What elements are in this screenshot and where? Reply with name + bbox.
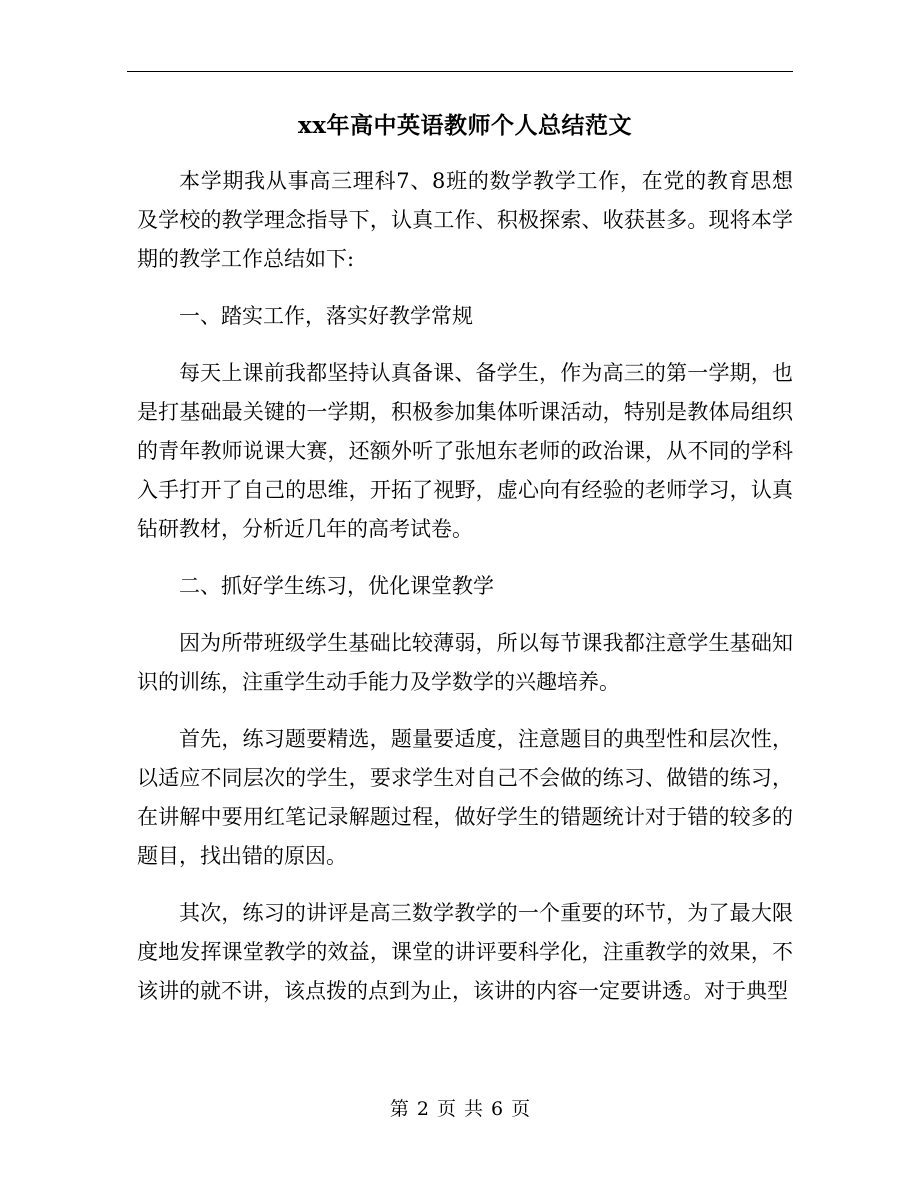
section-heading-2: 二、抓好学生练习，优化课堂教学 [179, 574, 494, 598]
paragraph-section-2b: 首先，练习题要精选，题量要适度，注意题目的典型性和层次性，以适应不同层次的学生，要求学生对自己不会做的练习、做错的练习，在讲解中要用红笔记录解题过程，做好学生的错题统计对于错的较多的题目，找出错的原因。 [137, 727, 793, 868]
footer-label-page: 第 [389, 1098, 409, 1120]
document-body [137, 106, 793, 1029]
footer-label-total-unit: 页 [511, 1098, 531, 1120]
header-rule [127, 71, 793, 72]
paragraph-section-1: 每天上课前我都坚持认真备课、备学生，作为高三的第一学期，也是打基础最关键的一学期，积极参加集体听课活动，特别是教体局组织的青年教师说课大赛，还额外听了张旭东老师的政治课，从不同的学科入手打开了自己的思维，开拓了视野，虚心向有经验的老师学习，认真钻研教材，分析近几年的高考试卷。 [137, 361, 793, 541]
page-footer [0, 1097, 920, 1121]
paragraph-section-2c: 其次，练习的讲评是高三数学教学的一个重要的环节，为了最大限度地发挥课堂教学的效益，课堂的讲评要科学化，注重教学的效果，不该讲的就不讲，该点拨的点到为止，该讲的内容一定要讲透。对于典型 [137, 901, 793, 1003]
footer-current-page: 2 [416, 1098, 429, 1120]
paragraph-section-2a: 因为所带班级学生基础比较薄弱，所以每节课我都注意学生基础知识的训练，注重学生动手能力及学数学的兴趣培养。 [137, 631, 793, 694]
section-heading-1: 一、踏实工作，落实好教学常规 [179, 304, 473, 328]
footer-label-total: 共 [464, 1098, 484, 1120]
paragraph-intro: 本学期我从事高三理科7、8班的数学教学工作，在党的教育思想及学校的教学理念指导下，认真工作、积极探索、收获甚多。现将本学期的教学工作总结如下: [137, 169, 793, 271]
footer-label-page-unit: 页 [436, 1098, 456, 1120]
document-title: xx年高中英语教师个人总结范文 [298, 112, 632, 139]
footer-total-pages: 6 [491, 1098, 504, 1120]
